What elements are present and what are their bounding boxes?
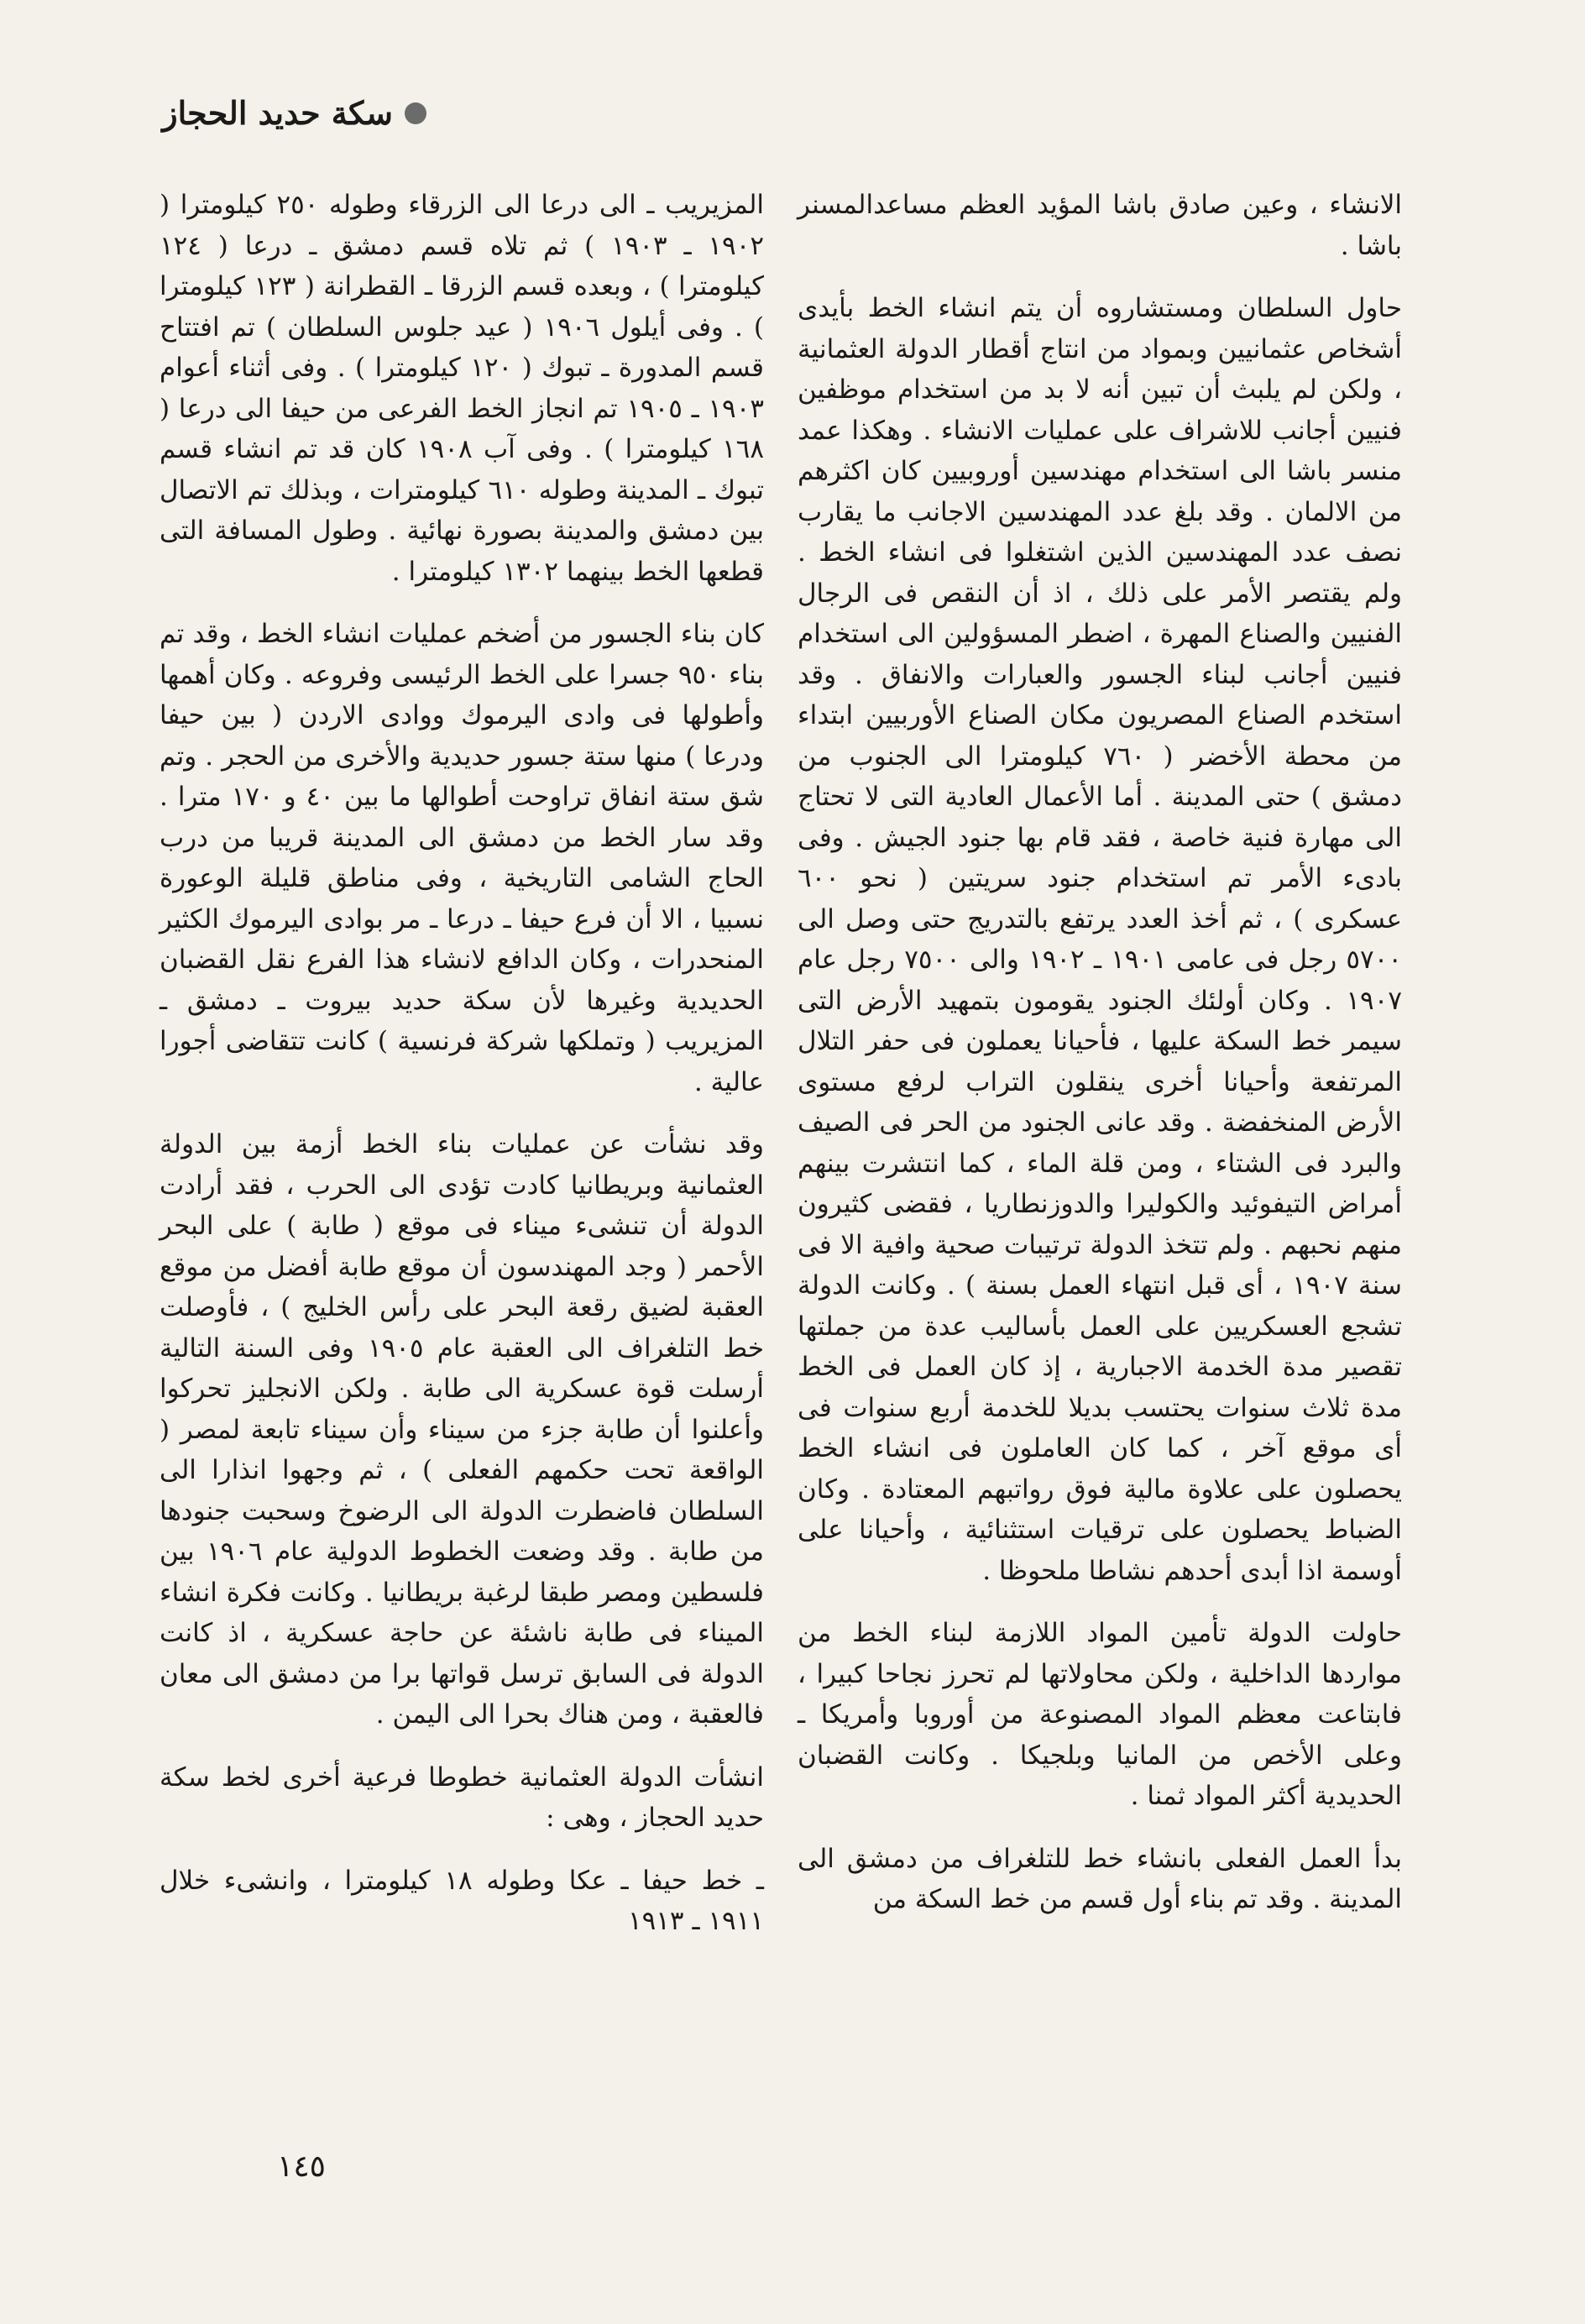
paragraph: ـ خط حيفا ـ عكا وطوله ١٨ كيلومترا ، وانشىء خلال ١٩١١ ـ ١٩١٣ — [160, 1865, 765, 1936]
paragraph: بدأ العمل الفعلى بانشاء خط للتلغراف من دمشق الى المدينة . وقد تم بناء أول قسم من خط السكة من — [798, 1843, 1402, 1914]
paragraph: وقد نشأت عن عمليات بناء الخط أزمة بين الدولة العثمانية وبريطانيا كادت تؤدى الى الحرب ، فقد أرادت الدولة أن تنشىء ميناء فى موقع ( طابة ) على البحر الأحمر ( وجد المهندسون أن موقع طابة أفضل من موقع العقبة لضيق رقعة البحر على رأس الخليج ) ، فأوصلت خط التلغراف الى العقبة عام ١٩٠٥ وفى السنة التالية أرسلت قوة عسكرية الى طابة . ولكن الانجليز تحركوا وأعلنوا أن طابة جزء من سيناء وأن سيناء تابعة لمصر ( الواقعة تحت حكمهم الفعلى ) ، ثم وجهوا انذارا الى السلطان فاضطرت الدولة الى الرضوخ وسحبت جنودها من طابة . وقد وضعت الخطوط الدولية عام ١٩٠٦ بين فلسطين ومصر طبقا لرغبة بريطانيا . وكانت فكرة انشاء الميناء فى طابة ناشئة عن حاجة عسكرية ، اذ كانت الدولة فى السابق ترسل قواتها برا من دمشق الى معان فالعقبة ، ومن هناك بحرا الى اليمن . — [160, 1129, 765, 1730]
paragraph: انشأت الدولة العثمانية خطوطا فرعية أخرى لخط سكة حديد الحجاز ، وهى : — [160, 1761, 764, 1833]
running-header — [162, 94, 426, 132]
paragraph: المزيريب ـ الى درعا الى الزرقاء وطوله ٢٥٠ كيلومترا ( ١٩٠٢ ـ ١٩٠٣ ) ثم تلاه قسم دمشق ـ درعا ( ١٢٤ كيلومترا ) ، وبعده قسم الزرقا ـ القطرانة ( ١٢٣ كيلومترا ) . وفى أيلول ١٩٠٦ ( عيد جلوس السلطان ) تم افتتاح قسم المدورة ـ تبوك ( ١٢٠ كيلومترا ) . وفى أثناء أعوام ١٩٠٣ ـ ١٩٠٥ تم انجاز الخط الفرعى من حيفا الى درعا ( ١٦٨ كيلومترا ) . وفى آب ١٩٠٨ كان قد تم انشاء قسم تبوك ـ المدينة وطوله ٦١٠ كيلومترات ، وبذلك تم الاتصال بين دمشق والمدينة بصورة نهائية . وطول المسافة التى قطعها الخط بينهما ١٣٠٢ كيلومترا . — [160, 190, 765, 587]
right-column — [798, 185, 1402, 1942]
bullet-icon — [405, 102, 426, 124]
paragraph: حاولت الدولة تأمين المواد اللازمة لبناء الخط من مواردها الداخلية ، ولكن محاولاتها لم تحرز نجاحا كبيرا ، فابتاعت معظم المواد المصنوعة من أوروبا وأمريكا ـ وعلى الأخص من المانيا وبلجيكا . وكانت القضبان الحديدية أكثر المواد ثمنا . — [798, 1618, 1402, 1811]
paragraph: كان بناء الجسور من أضخم عمليات انشاء الخط ، وقد تم بناء ٩٥٠ جسرا على الخط الرئيسى وفروعه . وكان أهمها وأطولها فى وادى اليرموك ووادى الاردن ( بين حيفا ودرعا ) منها ستة جسور حديدية والأخرى من الحجر . وتم شق ستة انفاق تراوحت أطوالها ما بين ٤٠ و ١٧٠ مترا . وقد سار الخط من دمشق الى المدينة قريبا من درب الحاج الشامى التاريخية ، وفى مناطق قليلة الوعورة نسبيا ، الا أن فرع حيفا ـ درعا ـ مر بوادى اليرموك الكثير المنحدرات ، وكان الدافع لانشاء هذا الفرع نقل القضبان الحديدية وغيرها لأن سكة حديد بيروت ـ دمشق ـ المزيريب ( وتملكها شركة فرنسية ) كانت تتقاضى أجورا عالية . — [160, 619, 765, 1097]
page-number: ١٤٥ — [277, 2149, 327, 2184]
paragraph: حاول السلطان ومستشاروه أن يتم انشاء الخط بأيدى أشخاص عثمانيين وبمواد من انتاج أقطار الدولة العثمانية ، ولكن لم يلبث أن تبين أنه لا بد من استخدام موظفين فنيين أجانب للاشراف على عمليات الانشاء . وهكذا عمد منسر باشا الى استخدام مهندسين أوروبيين كان اكثرهم من الالمان . وقد بلغ عدد المهندسين الاجانب ما يقارب نصف عدد المهندسين الذين اشتغلوا فى انشاء الخط . ولم يقتصر الأمر على ذلك ، اذ أن النقص فى الرجال الفنيين والصناع المهرة ، اضطر المسؤولين الى استخدام فنيين أجانب لبناء الجسور والعبارات والانفاق . وقد استخدم الصناع المصريون مكان الصناع الأوربيين ابتداء من محطة الأخضر ( ٧٦٠ كيلومترا الى الجنوب من دمشق ) حتى المدينة . أما الأعمال العادية التى لا تحتاج الى مهارة فنية خاصة ، فقد قام بها جنود الجيش . وفى بادىء الأمر تم استخدام جنود سريتين ( نحو ٦٠٠ عسكرى ) ، ثم أخذ العدد يرتفع بالتدريج حتى وصل الى ٥٧٠٠ رجل فى عامى ١٩٠١ ـ ١٩٠٢ والى ٧٥٠٠ رجل عام ١٩٠٧ . وكان أولئك الجنود يقومون بتمهيد الأرض التى سيمر خط السكة عليها ، فأحيانا يعملون فى حفر التلال المرتفعة وأحيانا أخرى ينقلون التراب لرفع مستوى الأرض المنخفضة . وقد عانى الجنود من الحر فى الصيف والبرد فى الشتاء ، ومن قلة الماء ، كما انتشرت بينهم أمراض التيفوئيد والكوليرا والدوزنطاريا ، فقضى كثيرون منهم نحبهم . ولم تتخذ الدولة ترتيبات صحية وافية الا فى سنة ١٩٠٧ ، أى قبل انتهاء العمل بسنة ) . وكانت الدولة تشجع العسكريين على العمل بأساليب عدة من جملتها تقصير مدة الخدمة الاجبارية ، إذ كان العمل فى الخط مدة ثلاث سنوات يحتسب بديلا للخدمة أربع سنوات فى أى موقع آخر ، كما كان العاملون فى انشاء الخط يحصلون على علاوة مالية فوق رواتبهم المعتادة . وكان الضباط يحصلون على ترقيات استثنائية ، وأحيانا على أوسمة اذا أبدى أحدهم نشاطا ملحوظا . — [798, 293, 1402, 1586]
paragraph: الانشاء ، وعين صادق باشا المؤيد العظم مساعدالمسنر باشا . — [798, 190, 1402, 261]
left-column — [160, 185, 764, 1964]
header-title: سكة حديد الحجاز — [162, 94, 393, 132]
